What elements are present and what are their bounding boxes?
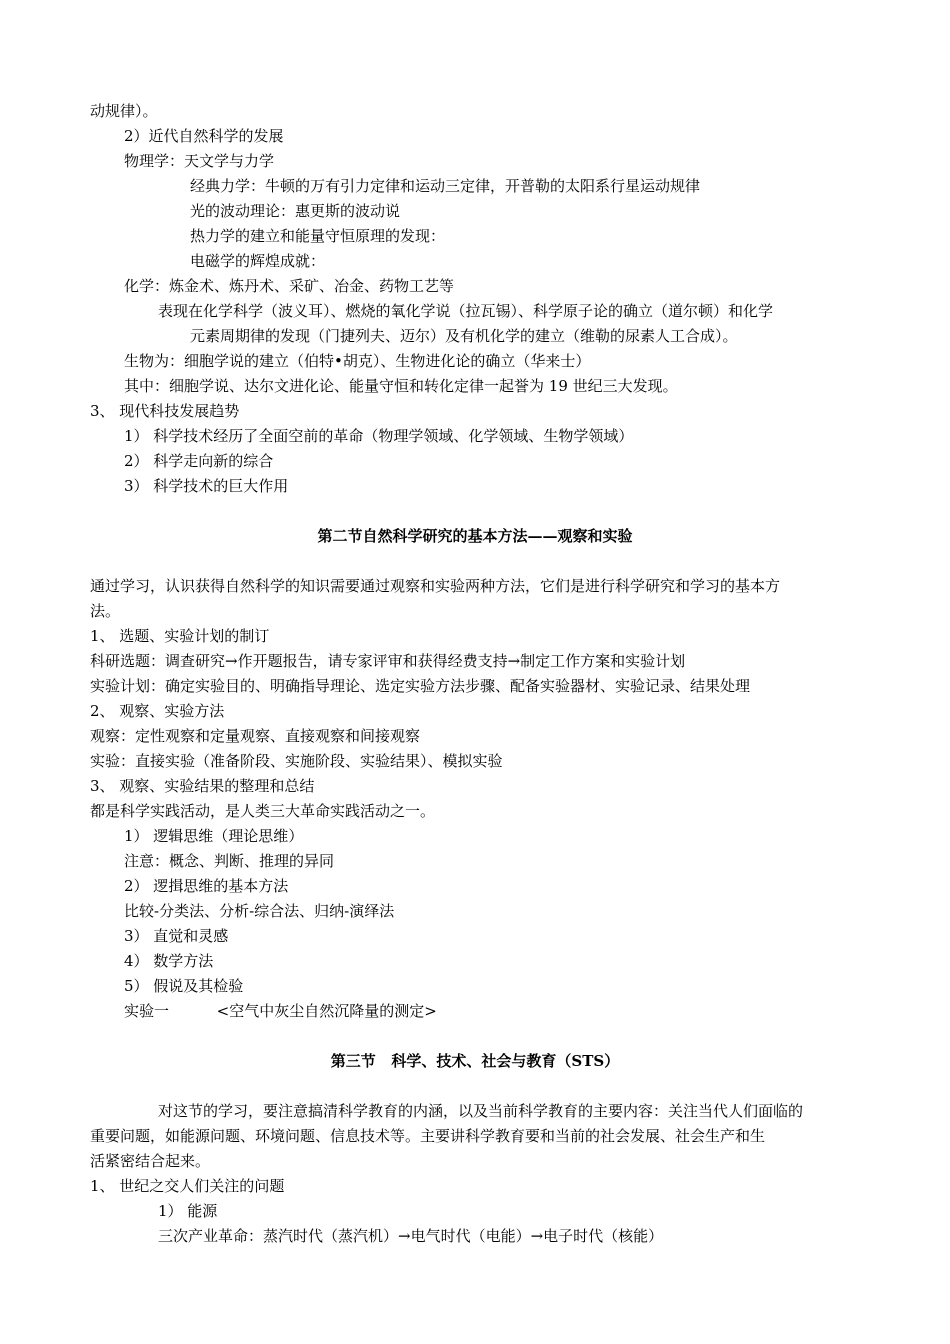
text-line: 经典力学：牛顿的万有引力定律和运动三定律，开普勒的太阳系行星运动规律 [190, 177, 701, 195]
list-item: 2）近代自然科学的发展 [124, 127, 284, 145]
section-heading: 1、 世纪之交人们关注的问题 [90, 1177, 285, 1195]
section-heading: 3、 现代科技发展趋势 [90, 402, 240, 420]
text-line: 通过学习，认识获得自然科学的知识需要通过观察和实验两种方法，它们是进行科学研究和学习的基本方 [90, 577, 781, 595]
text-line: 三次产业革命：蒸汽时代（蒸汽机）→电气时代（电能）→电子时代（核能） [158, 1227, 664, 1245]
text-line: 电磁学的辉煌成就： [190, 252, 326, 270]
text-line: 物理学：天文学与力学 [124, 152, 275, 170]
section-title: 第三节 科学、技术、社会与教育（STS） [330, 1052, 620, 1070]
list-item: 1） 能源 [158, 1202, 218, 1220]
list-item: 5） 假说及其检验 [124, 977, 244, 995]
text-line: 注意：概念、判断、推理的异同 [124, 852, 335, 870]
text-line: 实验：直接实验（准备阶段、实施阶段、实验结果）、模拟实验 [90, 752, 503, 770]
text-line: 都是科学实践活动，是人类三大革命实践活动之一。 [90, 802, 436, 820]
text-line: 比较-分类法、分析-综合法、归纳-演绎法 [124, 902, 395, 920]
section-heading: 1、 选题、实验计划的制订 [90, 627, 270, 645]
section-title: 第二节自然科学研究的基本方法——观察和实验 [317, 527, 633, 545]
text-line: 重要问题，如能源问题、环境问题、信息技术等。主要讲科学教育要和当前的社会发展、社会生产和生 [90, 1127, 766, 1145]
text-line: 表现在化学科学（波义耳）、燃烧的氧化学说（拉瓦锡）、科学原子论的确立（道尔顿）和化学 [158, 302, 774, 320]
text-line: 光的波动理论：惠更斯的波动说 [190, 202, 401, 220]
text-line: 其中：细胞学说、达尔文进化论、能量守恒和转化定律一起誉为 19 世纪三大发现。 [124, 377, 678, 395]
text-line: 化学：炼金术、炼丹术、采矿、冶金、药物工艺等 [124, 277, 455, 295]
list-item: 1） 逻辑思维（理论思维） [124, 827, 304, 845]
list-item: 2） 科学走向新的综合 [124, 452, 274, 470]
text-line: 动规律）。 [90, 102, 158, 120]
list-item: 3） 直觉和灵感 [124, 927, 229, 945]
list-item: 1） 科学技术经历了全面空前的革命（物理学领域、化学领域、生物学领域） [124, 427, 634, 445]
text-line: 法。 [90, 602, 121, 620]
list-item: 2） 逻揖思维的基本方法 [124, 877, 289, 895]
section-heading: 2、 观察、实验方法 [90, 702, 225, 720]
text-line: 活紧密结合起来。 [90, 1152, 211, 1170]
text-line: 热力学的建立和能量守恒原理的发现： [190, 227, 446, 245]
list-item: 3） 科学技术的巨大作用 [124, 477, 289, 495]
section-heading: 3、 观察、实验结果的整理和总结 [90, 777, 315, 795]
text-line: 实验计划：确定实验目的、明确指导理论、选定实验方法步骤、配备实验器材、实验记录、结果处理 [90, 677, 751, 695]
text-line: 对这节的学习，要注意搞清科学教育的内涵，以及当前科学教育的主要内容：关注当代人们面临的 [158, 1102, 804, 1120]
text-line: 元素周期律的发现（门捷列夫、迈尔）及有机化学的建立（维勒的尿素人工合成）。 [190, 327, 738, 345]
text-line: 观察：定性观察和定量观察、直接观察和间接观察 [90, 727, 421, 745]
list-item: 4） 数学方法 [124, 952, 214, 970]
text-line: 科研选题：调查研究→作开题报告，请专家评审和获得经费支持→制定工作方案和实验计划 [90, 652, 686, 670]
text-line: 实验一 <空气中灰尘自然沉降量的测定> [124, 1002, 437, 1020]
text-line: 生物为：细胞学说的建立（伯特•胡克）、生物进化论的确立（华来士） [124, 352, 591, 370]
